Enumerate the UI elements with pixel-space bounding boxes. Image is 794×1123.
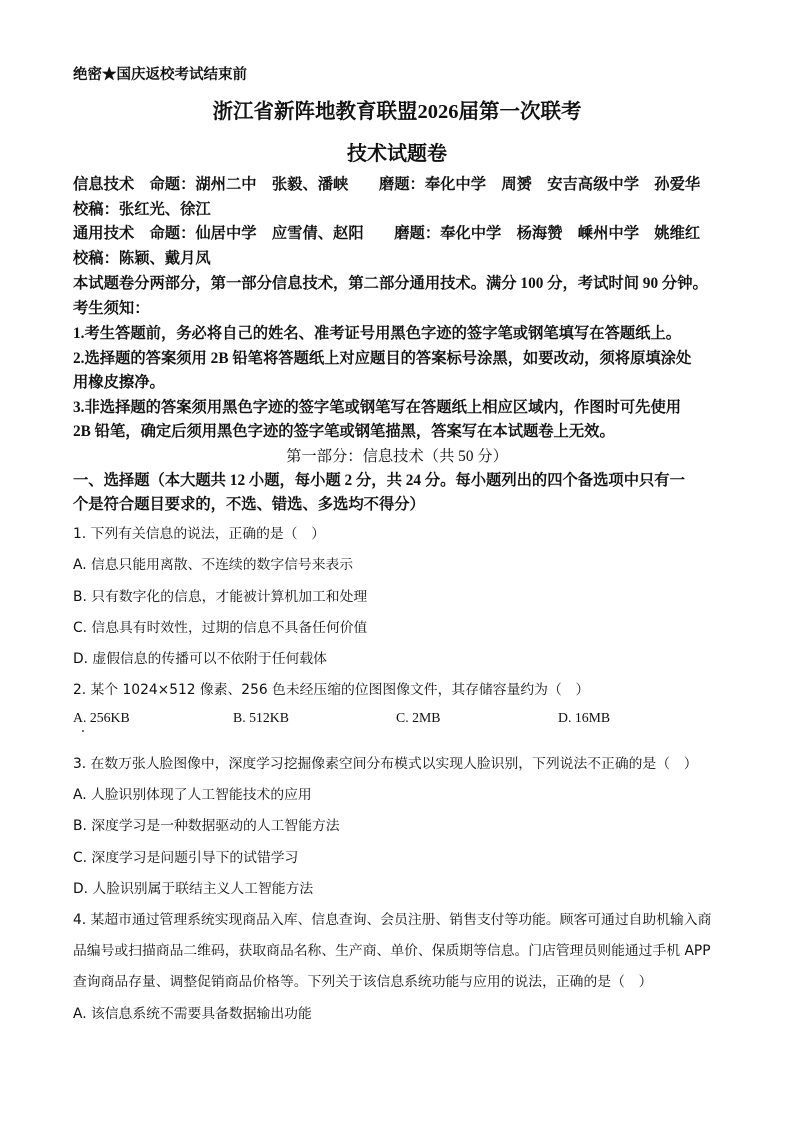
section-heading-cont: 个是符合题目要求的，不选、错选、多选均不得分） (73, 496, 425, 513)
question-3-option-d: D. 人脸识别属于联结主义人工智能方法 (73, 881, 314, 897)
notice-item-2: 2.选择题的答案须用 2B 铅笔将答题纸上对应题目的答案标号涂黑，如要改动，须将原填涂处 (73, 350, 692, 367)
notice-item-3-cont: 2B 铅笔，确定后须用黑色字迹的签字笔或钢笔描黑，答案写在本试题卷上无效。 (73, 423, 615, 440)
question-3-stem: 3. 在数万张人脸图像中，深度学习挖掘像素空间分布模式以实现人脸识别，下列说法不正确的是（ ） (73, 756, 698, 772)
section-heading: 一、选择题（本大题共 12 小题，每小题 2 分，共 24 分。每小题列出的四个备选项中只有一 (73, 472, 685, 489)
question-2-option-c: C. 2MB (396, 710, 441, 725)
question-1-option-b: B. 只有数字化的信息，才能被计算机加工和处理 (73, 589, 368, 605)
exam-intro: 本试题卷分两部分，第一部分信息技术，第二部分通用技术。满分 100 分，考试时间 90 分钟。 (73, 275, 708, 292)
question-2-option-d: D. 16MB (558, 710, 611, 725)
notice-item-1: 1.考生答题前，务必将自己的姓名、准考证号用黑色字迹的签字笔或钢笔填写在答题纸上。 (73, 325, 682, 342)
notice-item-3: 3.非选择题的答案须用黑色字迹的签字笔或钢笔写在答题纸上相应区域内，作图时可先使用 (73, 399, 682, 416)
question-4-stem: 4. 某超市通过管理系统实现商品入库、信息查询、会员注册、销售支付等功能。顾客可通过自助机输入商 (73, 912, 712, 928)
question-2-stem: 2. 某个 1024×512 像素、256 色未经压缩的位图图像文件，其存储容量约为（ ） (73, 682, 590, 698)
question-3-option-c: C. 深度学习是问题引导下的试错学习 (73, 850, 299, 866)
question-1-stem: 1. 下列有关信息的说法，正确的是（ ） (73, 526, 326, 542)
notice-heading: 考生须知： (73, 300, 150, 317)
stray-dot (82, 730, 84, 732)
credit-it-proofreaders: 校稿：张红光、徐江 (73, 201, 211, 218)
question-1-option-a: A. 信息只能用离散、不连续的数字信号来表示 (73, 557, 354, 573)
question-3-option-a: A. 人脸识别体现了人工智能技术的应用 (73, 787, 312, 803)
exam-subtitle: 技术试题卷 (347, 143, 447, 165)
notice-item-2-cont: 用橡皮擦净。 (73, 374, 165, 391)
confidential-label: 绝密★国庆返校考试结束前 (73, 67, 247, 83)
question-1-option-d: D. 虚假信息的传播可以不依附于任何载体 (73, 651, 327, 667)
question-4-option-a: A. 该信息系统不需要具备数据输出功能 (73, 1006, 312, 1022)
credit-gt-proofreaders: 校稿：陈颖、戴月凤 (73, 250, 211, 267)
exam-title: 浙江省新阵地教育联盟2026届第一次联考 (212, 101, 582, 123)
credit-it-authors: 信息技术 命题：湖州二中 张毅、潘峡 磨题：奉化中学 周赟 安吉高级中学 孙爱华 (73, 176, 701, 193)
question-4-stem-cont-2: 查询商品存量、调整促销商品价格等。下列关于该信息系统功能与应用的说法，正确的是（ ） (73, 974, 653, 990)
part1-heading: 第一部分：信息技术（共 50 分） (286, 448, 508, 465)
question-3-option-b: B. 深度学习是一种数据驱动的人工智能方法 (73, 818, 340, 834)
credit-gt-authors: 通用技术 命题：仙居中学 应雪倩、赵阳 磨题：奉化中学 杨海赞 嵊州中学 姚维红 (73, 225, 701, 242)
question-2-option-a: A. 256KB (73, 710, 130, 725)
question-2-option-b: B. 512KB (233, 710, 289, 725)
question-4-stem-cont-1: 品编号或扫描商品二维码，获取商品名称、生产商、单价、保质期等信息。门店管理员则能通过手机 APP (73, 943, 711, 959)
question-1-option-c: C. 信息具有时效性，过期的信息不具备任何价值 (73, 620, 368, 636)
